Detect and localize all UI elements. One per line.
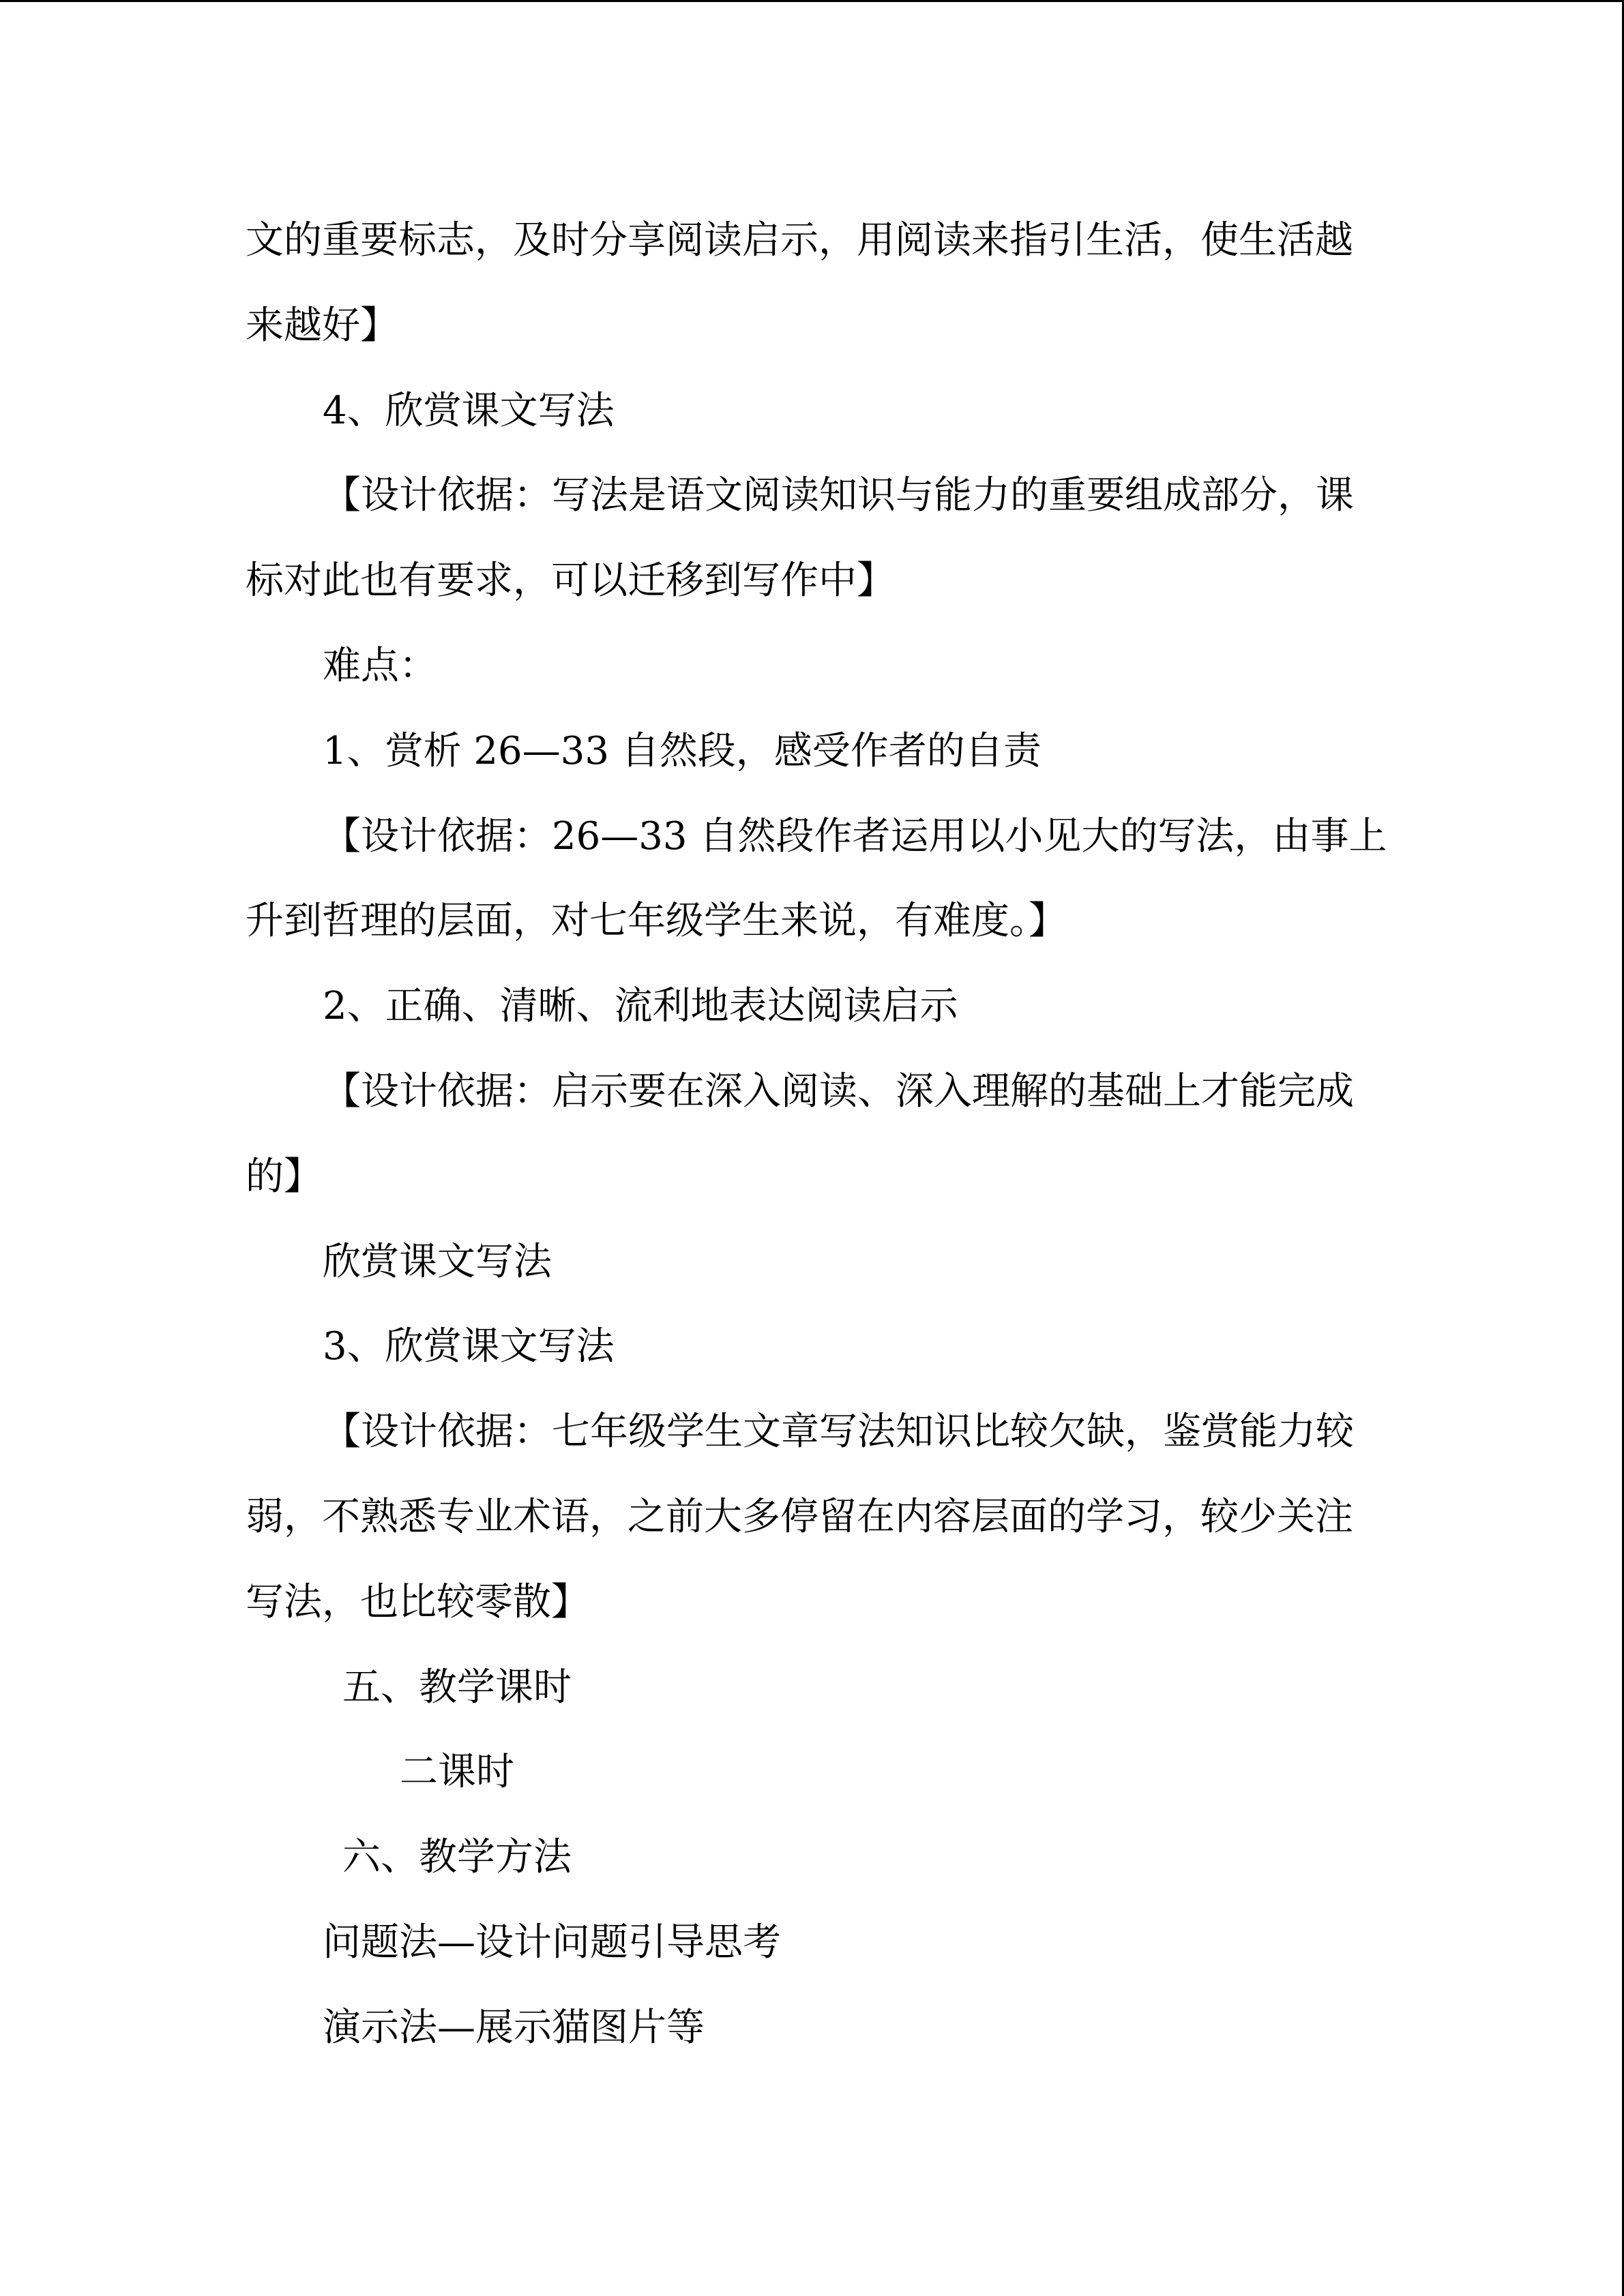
text-line: 3、欣赏课文写法 (323, 1324, 615, 1369)
text-line: 二课时 (400, 1750, 514, 1794)
text-line: 【设计依据：写法是语文阅读知识与能力的重要组成部分，课 (323, 473, 1354, 518)
text-line: 的】 (246, 1154, 322, 1199)
text-line: 写法，也比较零散】 (246, 1580, 589, 1624)
text-line: 文的重要标志，及时分享阅读启示，用阅读来指引生活，使生活越 (246, 218, 1353, 263)
text-line: 弱，不熟悉专业术语，之前大多停留在内容层面的学习，较少关注 (246, 1495, 1353, 1539)
text-line: 来越好】 (246, 303, 398, 348)
text-line: 欣赏课文写法 (323, 1240, 552, 1284)
text-line: 问题法—设计问题引导思考 (323, 1920, 781, 1965)
text-line: 2、正确、清晰、流利地表达阅读启示 (323, 984, 958, 1028)
section-heading: 五、教学课时 (342, 1665, 572, 1710)
text-line: 【设计依据：26—33 自然段作者运用以小见大的写法，由事上 (323, 814, 1387, 859)
text-line: 【设计依据：七年级学生文章写法知识比较欠缺，鉴赏能力较 (323, 1410, 1354, 1454)
text-line: 演示法—展示猫图片等 (323, 2006, 705, 2050)
text-line: 1、赏析 26—33 自然段，感受作者的自责 (323, 729, 1042, 773)
section-heading: 六、教学方法 (342, 1835, 572, 1879)
text-line: 标对此也有要求，可以迁移到写作中】 (246, 558, 895, 603)
text-line: 4、欣赏课文写法 (323, 389, 615, 433)
text-line: 升到哲理的层面，对七年级学生来说，有难度。】 (246, 899, 1067, 943)
text-line: 难点： (323, 644, 437, 688)
text-line: 【设计依据：启示要在深入阅读、深入理解的基础上才能完成 (323, 1069, 1354, 1114)
